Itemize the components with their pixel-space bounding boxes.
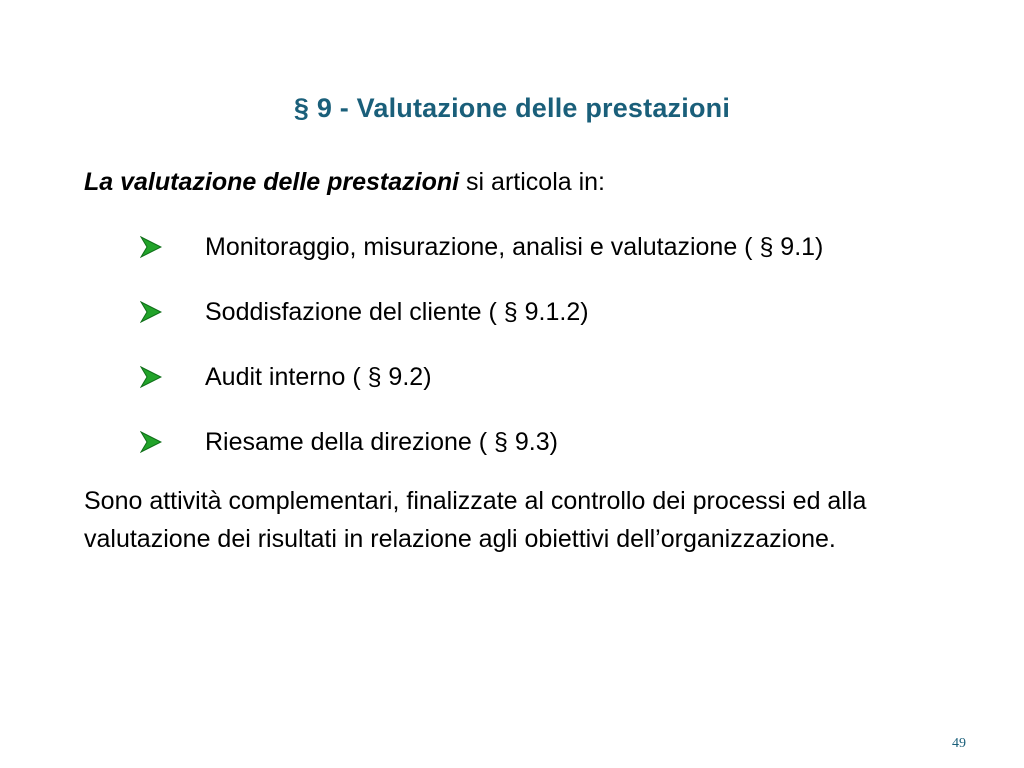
arrow-bullet-icon [140, 236, 162, 258]
arrow-bullet-icon [140, 301, 162, 323]
bullet-text: Audit interno ( § 9.2) [205, 363, 432, 391]
intro-rest: si articola in: [459, 168, 605, 196]
intro-emphasis: La valutazione delle prestazioni [84, 168, 460, 196]
arrow-bullet-icon [140, 431, 162, 453]
slide-title: § 9 - Valutazione delle prestazioni [293, 93, 731, 123]
page-number: 49 [952, 736, 966, 751]
summary-paragraph: Sono attività complementari, finalizzate al controllo dei processi ed alla valutazione dei risultati in relazione agli obiettivi dell’organizzazione. [84, 487, 867, 553]
bullet-text: Riesame della direzione ( § 9.3) [205, 428, 558, 456]
bullet-text: Soddisfazione del cliente ( § 9.1.2) [205, 298, 589, 326]
arrow-bullet-icon [140, 366, 162, 388]
bullet-text: Monitoraggio, misurazione, analisi e valutazione ( § 9.1) [205, 233, 824, 261]
intro-line [84, 168, 605, 197]
